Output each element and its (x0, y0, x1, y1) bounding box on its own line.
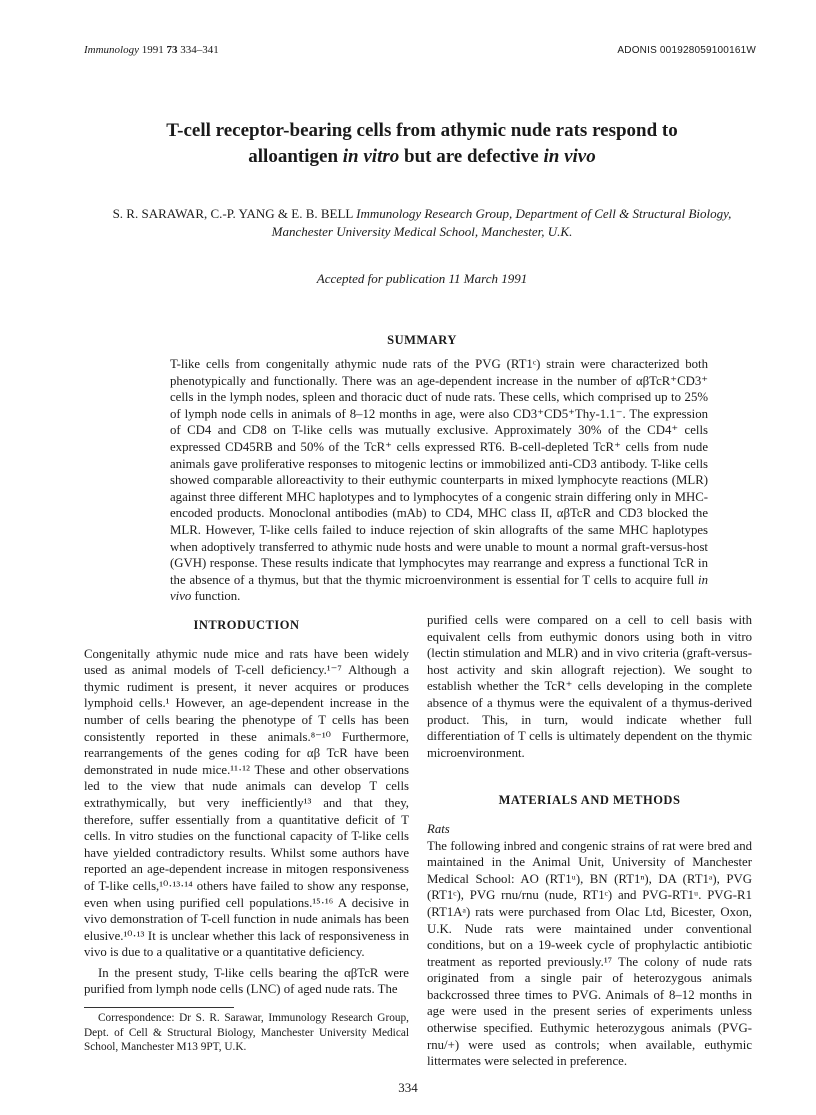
article-title (84, 118, 760, 170)
journal-volume: 73 (166, 44, 178, 56)
adonis-code: ADONIS 001928059100161W (617, 45, 756, 56)
title-line-1: T-cell receptor-bearing cells from athymic nude rats respond to (166, 120, 678, 141)
running-header (84, 44, 219, 56)
introduction-paragraph-1: Congenitally athymic nude mice and rats have been widely used as animal models of T-cell deficiency.¹⁻⁷ Although a thymic rudiment is present, it never acquires or produces lymphoid cells.¹ However, an age-dependent increase in the number of cells bearing the phenotype of T cells has been consistently reported in these animals.⁸⁻¹⁰ Furthermore, rearrangements of the genes coding for αβ TcR have been demonstrated in nude mice.¹¹·¹² These and other observations led to the view that nude animals can develop T cells extrathymically, but very inefficiently¹³ and that they, therefore, suffer essentially from a quantitative deficit of T cells. In vitro studies on the functional capacity of T-like cells have yielded contradictory results. Whilst some authors have reported an age-dependent increase in mitogen responsiveness of T-like cells,¹⁰·¹³·¹⁴ others have failed to show any response, even when using purified cell populations.¹⁵·¹⁶ A decisive in vivo demonstration of T-cell function in nude animals has been elusive.¹⁰·¹³ It is unclear whether this lack of responsiveness in vivo is due to a qualitative or a quantitative deficiency. (84, 646, 409, 960)
summary-text: T-like cells from congenitally athymic nude rats of the PVG (RT1ᶜ) strain were characterized both phenotypically and functionally. There was an age-dependent increase in the number of αβTcR⁺CD3⁺ cells in the lymph nodes, spleen and thoracic duct of nude rats. These cells, which comprised up to 25% of lymph node cells in animals of 8–12 months in age, were also CD3⁺CD5⁺Thy-1.1⁻. The expression of CD4 and CD8 on T-like cells was mutually exclusive. Approximately 30% of the CD4⁺ cells expressed CD45RB and 50% of the TcR⁺ cells expressed RT6. B-cell-depleted TcR⁺ cells from nude animals gave proliferative responses to mitogenic lectins or immobilized anti-CD3 antibody. T-like cells showed comparable alloreactivity to their euthymic counterparts in mixed lymphocyte reactions (MLR) against three different MHC haplotypes and to lymphocytes of a congenic strain differing only in MHC-encoded products. Monoclonal antibodies (mAb) to CD4, MHC class II, αβTcR and CD3 blocked the MLR. However, T-like cells failed to induce rejection of skin allografts of the same MHC haplotypes when adoptively transferred to athymic nude hosts and were unable to mount a normal graft-versus-host (GVH) response. These results indicate that lymphocytes may rearrange and express a functional TcR in the absence of a thymus, but that the thymic microenvironment is essential for T cells to acquire full in vivo function. (170, 357, 708, 604)
affiliation-line-2: Manchester University Medical School, Manchester, U.K. (271, 224, 573, 239)
footnote-divider (84, 1007, 234, 1008)
affiliation-line-1: Immunology Research Group, Department of Cell & Structural Biology, (356, 206, 732, 221)
page-number: 334 (398, 1080, 418, 1095)
left-column (84, 617, 409, 998)
introduction-paragraph-2-continued: purified cells were compared on a cell to cell basis with equivalent cells from euthymic donors using both in vitro (lectin stimulation and MLR) and in vivo criteria (graft-versus-host activity and skin allograft rejection). We sought to establish whether the TcR⁺ cells developing in the complete absence of a thymus were the equivalent of a thymus-derived product. This, in turn, would indicate whether full differentiation of T cells is ultimately dependent on the thymic microenvironment. (427, 613, 752, 760)
rats-paragraph: The following inbred and congenic strains of rat were bred and maintained in the Animal Unit, University of Manchester Medical School: AO (RT1ᵘ), BN (RT1ⁿ), DA (RT1ᵃ), PVG (RT1ᶜ), PVG rnu/rnu (nude, RT1ᶜ) and PVG-RT1ᵘ. PVG-R1 (RT1Aᵃ) rats were purchased from Olac Ltd, Bicester, Oxon, U.K. Nude rats were maintained under conventional conditions, but on a 19-week cycle of prophylactic antibiotic treatment as reported previously.¹⁷ The colony of nude rats originated from a single pair of heterozygous animals backcrossed three times to PVG. Animals of 8–12 months in age were used in the present series of experiments unless otherwise specified. Euthymic heterozygous animals (PVG-rnu/+) were used as controls; when available, euthymic littermates were selected in preference. (427, 838, 752, 1069)
right-column (427, 612, 752, 1070)
journal-year: 1991 (141, 44, 164, 56)
journal-pages: 334–341 (180, 44, 219, 56)
correspondence-footnote: Correspondence: Dr S. R. Sarawar, Immunology Research Group, Dept. of Cell & Structural Biology, Manchester University Medical School, Manchester M13 9PT, U.K. (84, 1012, 409, 1053)
title-line-2: alloantigen in vitro but are defective in vivo (248, 146, 596, 167)
journal-name: Immunology (84, 44, 139, 56)
author-block (84, 205, 760, 241)
methods-heading: MATERIALS AND METHODS (498, 793, 681, 808)
introduction-heading: INTRODUCTION (193, 618, 300, 632)
accepted-date: Accepted for publication 11 March 1991 (316, 271, 528, 286)
summary-heading: SUMMARY (387, 333, 457, 347)
rats-subheading: Rats (427, 821, 450, 836)
introduction-paragraph-2: In the present study, T-like cells bearing the αβTcR were purified from lymph node cells (LNC) of aged nude rats. The (84, 965, 409, 997)
author-names: S. R. SARAWAR, C.-P. YANG & E. B. BELL (112, 206, 353, 221)
